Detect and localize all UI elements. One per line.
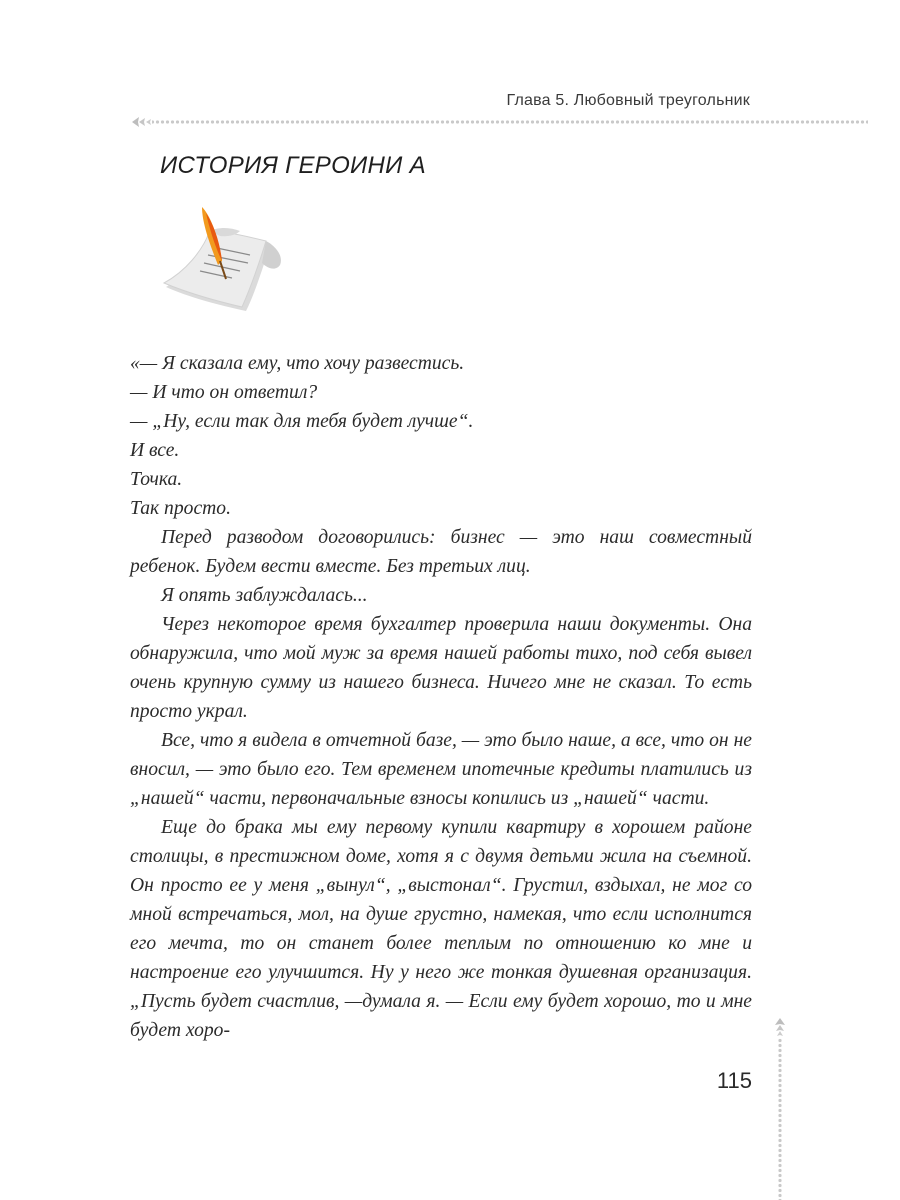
body-line: Так просто. <box>130 498 231 519</box>
quill-scroll-icon <box>158 205 290 317</box>
dialogue-line: — И что он ответил? <box>130 382 318 403</box>
rule-ornament-left <box>132 117 151 127</box>
chapter-running-head: Глава 5. Любовный треугольник <box>506 92 750 109</box>
body-paragraph: Перед разводом договорились: бизнес — это наш совместный ребенок. Будем вести вместе. Без третьих лиц. <box>130 527 752 577</box>
body-paragraph: Через некоторое время бухгалтер проверила наши документы. Она обнаружила, что мой муж за время нашей работы тихо, под себя вывел очень крупную сумму из нашего бизнеса. Ничего мне не сказал. То есть просто украл. <box>130 614 752 722</box>
body-paragraph: Я опять заблуждалась... <box>161 585 368 606</box>
body-text <box>130 349 752 1045</box>
page-number: 115 <box>716 1068 752 1093</box>
body-paragraph: Все, что я видела в отчетной базе, — это было наше, а все, что он не вносил, — это было его. Тем временем ипотечные кредиты платились из „нашей“ части, первоначальные взносы копились из „нашей“ части. <box>130 730 752 809</box>
body-line: Точка. <box>130 469 183 490</box>
section-title: ИСТОРИЯ ГЕРОИНИ А <box>160 152 426 179</box>
header-decorative-rule <box>130 116 868 128</box>
body-line: И все. <box>130 440 180 461</box>
side-decorative-rule <box>770 1018 790 1200</box>
body-paragraph: Еще до брака мы ему первому купили квартиру в хорошем районе столицы, в престижном доме, хотя я с двумя детьми жила на съемной. Он просто ее у меня „вынул“, „выстонал“. Грустил, вздыхал, не мог со мной встречаться, мол, на душе грустно, намекая, что если исполнится его мечта, то он станет более теплым по отношению ко мне и настроение его улучшится. Ну у него же тонкая душевная организация. „Пусть будет счастлив, —думала я. — Если ему будет хорошо, то и мне будет хоро- <box>130 817 752 1041</box>
dialogue-line: «— Я сказала ему, что хочу развестись. <box>130 353 465 374</box>
side-rule-ornament <box>775 1018 785 1036</box>
dialogue-line: — „Ну, если так для тебя будет лучше“. <box>130 411 474 432</box>
